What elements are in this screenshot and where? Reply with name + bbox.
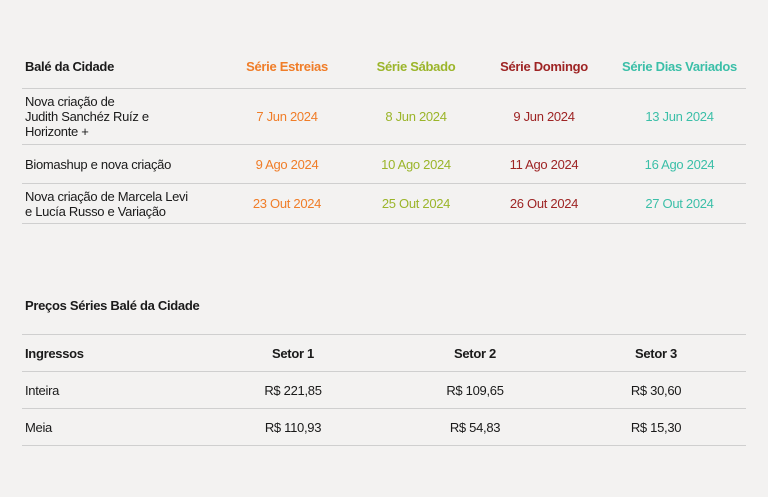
show-name-line: Judith Sanchéz Ruíz e xyxy=(25,109,149,124)
column-header-ingressos: Ingressos xyxy=(25,345,84,361)
series-header-dias-variados: Série Dias Variados xyxy=(622,58,737,74)
show-name xyxy=(22,145,217,184)
price-setor-3: R$ 30,60 xyxy=(630,382,682,398)
show-name xyxy=(22,89,217,145)
date-domingo: 9 Jun 2024 xyxy=(513,109,575,124)
date-estreias: 23 Out 2024 xyxy=(252,196,322,211)
show-name-line: Nova criação de xyxy=(25,94,115,109)
price-setor-2: R$ 54,83 xyxy=(449,419,501,435)
prices-title: Preços Séries Balé da Cidade xyxy=(25,298,200,313)
schedule-header-row xyxy=(22,44,746,89)
show-name-line: Nova criação de Marcela Levi xyxy=(25,188,188,204)
show-name-line: Biomashup e nova criação xyxy=(25,156,172,172)
column-header-setor-1: Setor 1 xyxy=(272,345,314,361)
ticket-type: Inteira xyxy=(25,382,60,398)
date-sabado: 10 Ago 2024 xyxy=(381,156,451,172)
price-setor-1: R$ 110,93 xyxy=(264,419,322,435)
date-sabado: 8 Jun 2024 xyxy=(385,109,447,124)
table-row xyxy=(22,184,746,224)
date-dias-variados: 27 Out 2024 xyxy=(645,196,714,211)
date-domingo: 26 Out 2024 xyxy=(509,196,579,211)
schedule-table xyxy=(22,44,746,224)
date-sabado: 25 Out 2024 xyxy=(381,196,451,211)
price-setor-3: R$ 15,30 xyxy=(630,419,682,435)
date-domingo: 11 Ago 2024 xyxy=(509,156,579,172)
table-row xyxy=(22,372,746,409)
date-dias-variados: 16 Ago 2024 xyxy=(644,156,715,172)
show-name xyxy=(22,184,217,224)
date-estreias: 9 Ago 2024 xyxy=(255,156,319,172)
column-header-setor-2: Setor 2 xyxy=(454,345,496,361)
schedule-title: Balé da Cidade xyxy=(25,58,114,74)
table-row xyxy=(22,145,746,184)
prices-table xyxy=(22,334,746,446)
prices-header-row xyxy=(22,335,746,372)
table-row xyxy=(22,409,746,446)
column-header-setor-3: Setor 3 xyxy=(635,345,677,361)
show-name-line: Horizonte + xyxy=(25,124,89,139)
price-setor-2: R$ 109,65 xyxy=(446,382,504,398)
show-name-line: e Lucía Russo e Variação xyxy=(25,203,166,219)
date-dias-variados: 13 Jun 2024 xyxy=(645,109,714,124)
price-setor-1: R$ 221,85 xyxy=(264,382,322,398)
ticket-type: Meia xyxy=(25,419,52,435)
series-header-estreias: Série Estreias xyxy=(246,58,328,74)
table-row xyxy=(22,89,746,145)
series-header-sabado: Série Sábado xyxy=(376,58,456,74)
date-estreias: 7 Jun 2024 xyxy=(256,109,318,124)
series-header-domingo: Série Domingo xyxy=(500,58,588,74)
